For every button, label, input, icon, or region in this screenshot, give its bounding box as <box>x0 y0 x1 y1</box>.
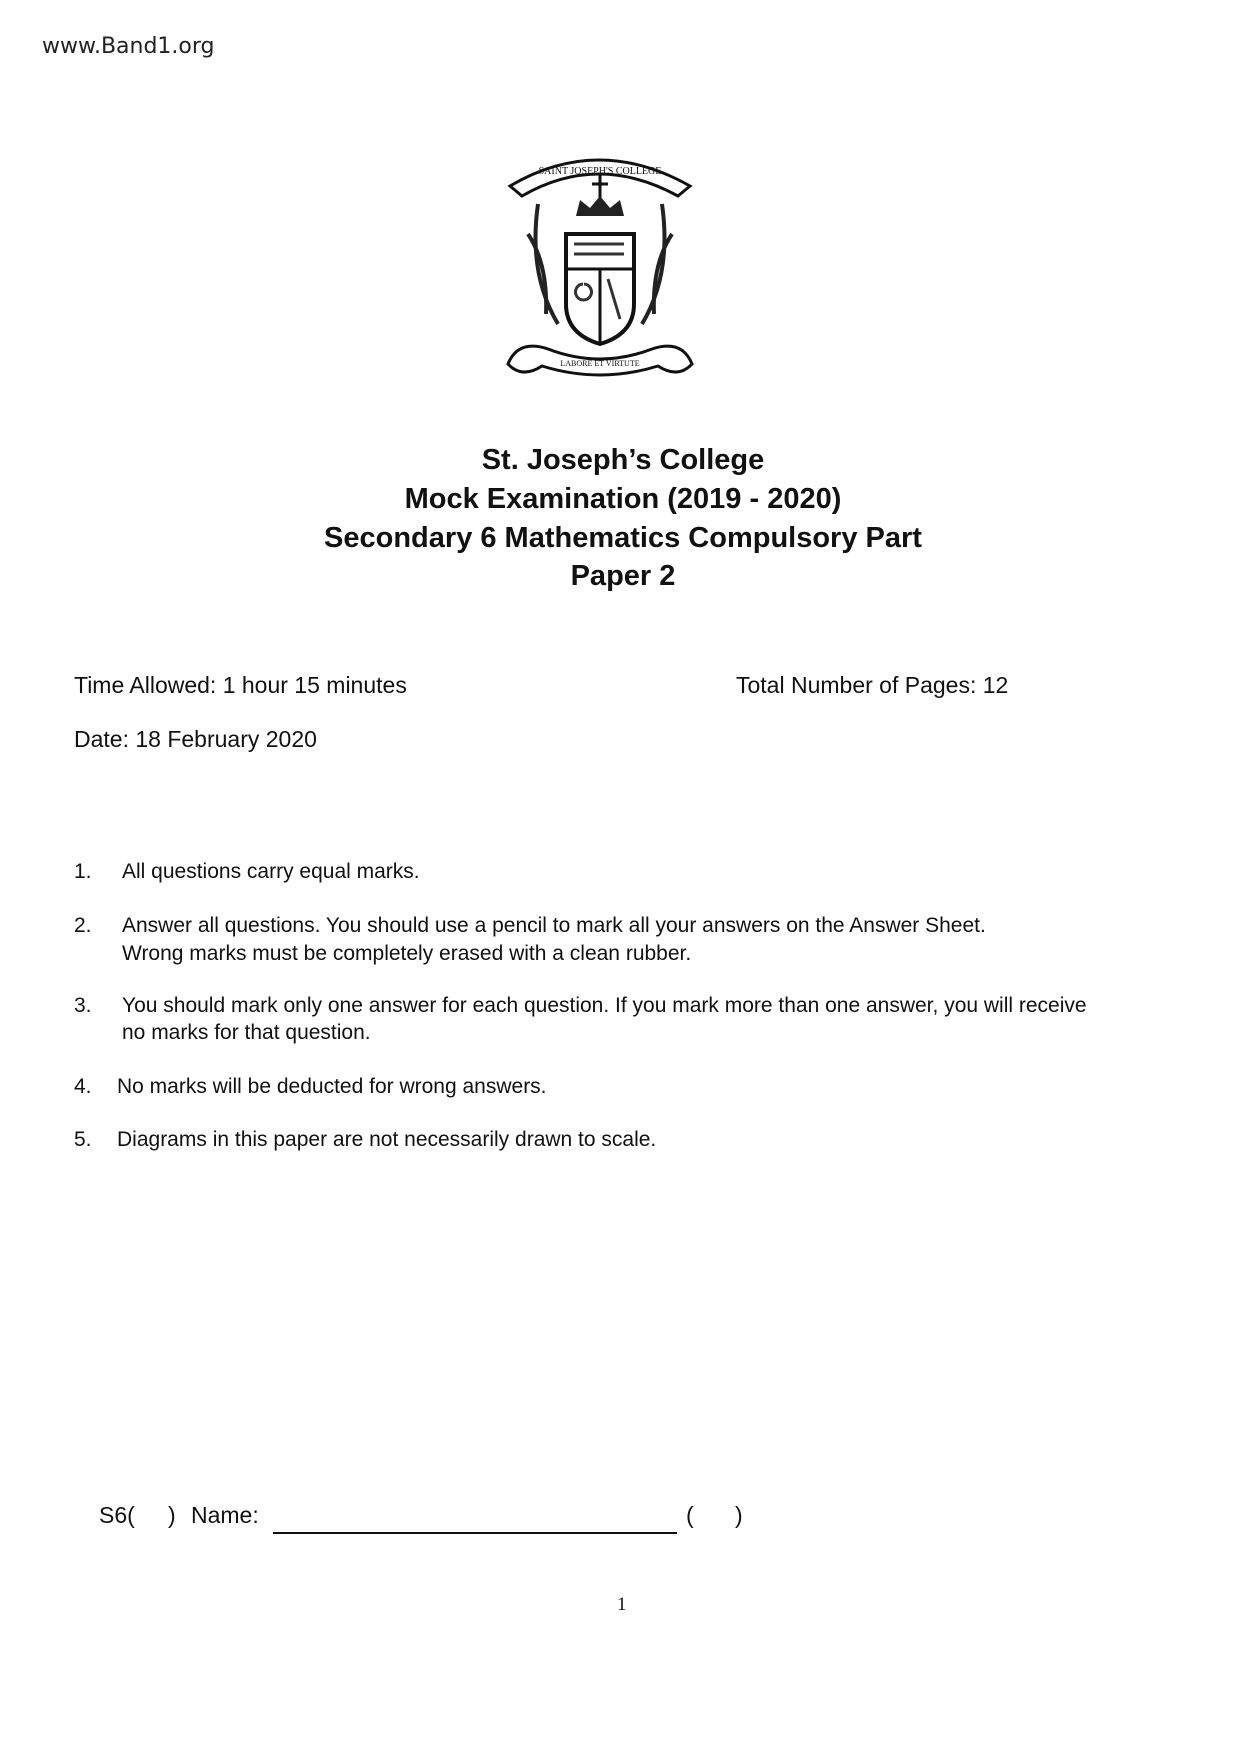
college-crest-logo <box>498 144 702 384</box>
class-number-open: ( <box>686 1502 694 1528</box>
class-number-close: ) <box>735 1502 743 1528</box>
school-name: St. Joseph’s College <box>481 444 765 476</box>
instruction-text: Diagrams in this paper are not necessarily drawn to scale. <box>117 1128 657 1151</box>
time-allowed: Time Allowed: 1 hour 15 minutes <box>74 672 407 698</box>
class-close: ) <box>168 1502 176 1528</box>
name-label: Name: <box>191 1502 259 1528</box>
crest-motto-bottom: LABORE ET VIRTUTE <box>560 359 640 368</box>
class-label: S6( <box>99 1502 135 1528</box>
exam-title: Mock Examination (2019 - 2020) <box>404 483 842 515</box>
crest-motto-top: SAINT JOSEPH'S COLLEGE <box>538 166 662 177</box>
instruction-text: Wrong marks must be completely erased with a clean rubber. <box>122 942 692 965</box>
total-pages: Total Number of Pages: 12 <box>736 672 1009 698</box>
name-field-line[interactable] <box>273 1532 677 1534</box>
instruction-number: 1. <box>74 860 92 883</box>
instruction-text: You should mark only one answer for each question. If you mark more than one answer, you will receive <box>122 994 1087 1017</box>
instruction-number: 5. <box>74 1128 92 1151</box>
instruction-text: All questions carry equal marks. <box>122 860 420 883</box>
instruction-text: Answer all questions. You should use a pencil to mark all your answers on the Answer Sheet. <box>122 914 986 937</box>
instruction-number: 4. <box>74 1075 92 1098</box>
subject-title: Secondary 6 Mathematics Compulsory Part <box>324 522 922 554</box>
paper-title: Paper 2 <box>570 560 676 592</box>
instruction-text: No marks will be deducted for wrong answers. <box>117 1075 547 1098</box>
watermark-url: www.Band1.org <box>42 34 215 59</box>
instruction-number: 3. <box>74 994 92 1017</box>
exam-date: Date: 18 February 2020 <box>74 726 317 752</box>
page-number: 1 <box>617 1594 627 1615</box>
instruction-number: 2. <box>74 914 92 937</box>
instruction-text: no marks for that question. <box>122 1021 371 1044</box>
